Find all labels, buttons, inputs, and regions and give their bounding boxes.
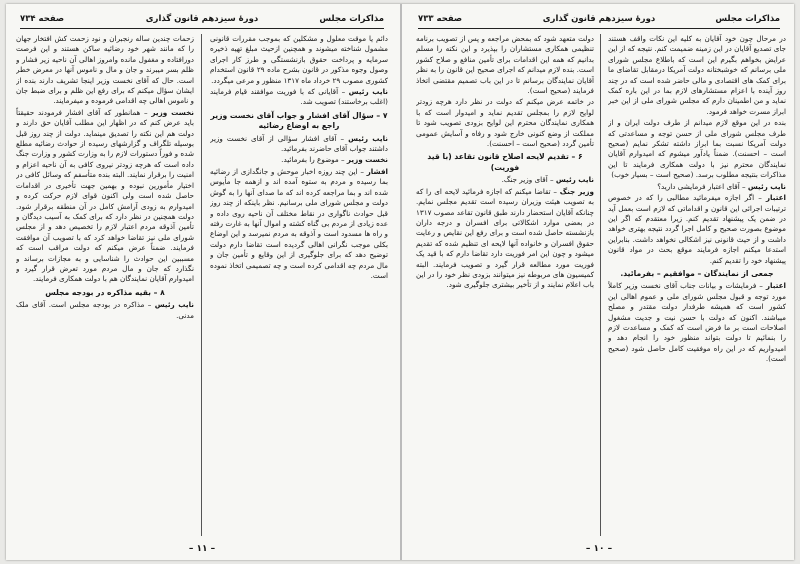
paragraph <box>416 175 594 185</box>
paragraph <box>210 134 388 155</box>
header-page-number: صفحه ۷۳۳ <box>418 14 463 24</box>
column-right <box>210 34 388 534</box>
column-right <box>608 34 786 534</box>
paragraph: زحمات چندین ساله رنجبران و نود زحمت کش افتخار جهان را که مانند شهر خود رضائیه ساکن هستند و این فرصت دورافتاده و مغفول مانده وامروز اهالی آن ناحیه زیر فشار و ظلم بسر میبرند و جان و مال و ناموس آنها در معرض خطر است. حال که آقای نخست وزیر اینجا تشریف دارند بنده از ایشان سؤال میکنم که برای رفع این ظلم و برای ضبط جان و ناموس اهالی چه اقدامی فرموده و میفرمایند. <box>16 34 194 106</box>
section-heading: ۷ – سؤال آقای افشار و جواب آقای نخست وزیر راجع به اوضاع رضائیه <box>210 110 388 131</box>
speaker-name: نایب رئیس <box>747 181 786 191</box>
column-divider <box>600 34 601 536</box>
speaker-name: نایب رئیس <box>154 300 194 310</box>
page-header <box>418 14 780 29</box>
book-gutter <box>400 4 402 560</box>
speaker-name: اعتبار <box>765 193 786 203</box>
speech-text: – آقایانی که با فوریت موافقند قیام فرمایند (اغلب برخاستند) تصویب شد. <box>210 87 388 107</box>
left-page <box>6 4 398 560</box>
header-page-number: صفحه ۷۳۴ <box>20 14 65 24</box>
speech-text: – آقای افشار سؤالی از آقای نخست وزیر داشتند جواب آقای حاضرند بفرمائید. <box>210 133 388 154</box>
speech-text: – تقاضا میکنم که اجازه فرمائید لایحه ای را که به تصویب هیئت وزیران رسیده است تقدیم مجلس نمایم. چنانکه آقایان استحضار دارند طبق قانون تقاعد مصوب ۱۳۱۷ در بعضی موارد اشکالاتی برای افسران و درجه داران بازنشسته حاصل شده است و برای رفع این نقایص و رعایت حقوق افسران و خانواده آنها لایحه ای تنظیم شده که تقدیم میشود و چون این امر فوریت دارد تقاضا دارم که با قید یک فوریت مورد مطالعه قرار گیرد و تصویب فرمایند. البته کمیسیون های مربوطه نیز میتوانند بزودی نظر خود را در این باب اعلام نمایند و از تأخیر بیشتری جلوگیری شود. <box>416 186 594 290</box>
paragraph <box>16 300 194 321</box>
paragraph <box>608 182 786 192</box>
header-journal: مذاکرات مجلس <box>319 14 384 24</box>
right-page <box>404 4 794 560</box>
page-footer-number: – ۱۰ – <box>585 544 613 554</box>
section-heading: ۶ – تقدیم لایحه اصلاح قانون تقاعد (با قید فوریت) <box>427 152 583 172</box>
column-left <box>416 34 594 534</box>
speech-text: – اگر اجازه میفرمائید مطالبی را که در خصوص ترتیبات اجرائی این قانون و اقداماتی که لازم است بعمل آید در ضمن یک پیشنهاد تقدیم کنم. زیرا معتقدم که اگر این موضوع بصورت صحیح و کامل اجرا گردد نتیجه بهتری خواهد داشت و از حیث قانونی نیز اشکالی نخواهد داشت. بنابراین استدعا میکنم اجازه فرمایند موقع بحث در مواد قانون پیشنهاد خود را تقدیم کنم. <box>608 193 786 265</box>
speech-text: – این چند روزه اخبار موحش و جانگدازی از رضائیه بما رسیده و مردم به ستوه آمده اند و ازهمه جا مأیوس شده اند و بما مراجعه کرده اند که ما صدای آنها را به گوش دولت و مجلس شورای ملی برسانیم. نظر باینکه از چند روز قبل حوادث ناگواری در نقاط مختلف آن ناحیه روی داده و عده زیادی از مردم بی گناه کشته و اموال آنها به غارت رفته و راه ها مسدود است و آذوقه به مردم نمیرسد و این اوضاع بکلی موجب نگرانی اهالی گردیده است تقاضا دارم دولت توضیح دهد که برای جلوگیری از این وقایع و تأمین جان و مال مردم چه اقدامی کرده است و چه تصمیمی اتخاذ نموده است. <box>210 166 388 280</box>
speaker-name: نایب رئیس <box>348 133 388 143</box>
paragraph <box>210 155 388 165</box>
section-heading: ۸ – بقیه مذاکره در بودجه مجلس <box>45 287 165 297</box>
paragraph <box>16 108 194 285</box>
paragraph: در مرحال چون خود آقایان به کلیه این نکات واقف هستند جای تصدیع آقایان در این زمینه ضمیمت کنم. نتیجه که از این عرایض بخواهم بگیرم این است که باطلاع مجلس شورای ملی برسانم که خوشبختانه دولت آمریکا درمقابل تقاضای ما برای کمک های اقتصادی و مالی حاضر شده است که در چند روز آینده با اعزام مستشارهای لازم بما در این باره کمک نماید و من اطمینان دارم که مجلس شورای ملی از این خبر ابراز مسرت خواهد فرمود. <box>608 34 786 116</box>
page-header <box>20 14 384 29</box>
speaker-name: نایب رئیس <box>348 87 388 97</box>
speech-text: – موضوع را بفرمائید. <box>281 155 347 165</box>
section-heading <box>608 269 786 279</box>
paragraph <box>416 187 594 291</box>
paragraph <box>608 193 786 266</box>
speaker-name: افشار <box>366 166 388 176</box>
paragraph <box>210 167 388 281</box>
heading-text: جمعی از نمایندگان <box>703 268 774 278</box>
paragraph <box>608 281 786 364</box>
header-title: دورهٔ سیزدهم قانون گذاری <box>145 14 259 24</box>
speech-text: – همانطور که آقای افشار فرمودند حقیقتاً باید عرض کنم که در اظهار این مطلب آقایان حق دارند و دولت هم این نکته را تصدیق مینماید. دولت از چند روز قبل بوسیله تلگراف و گزارشهای رسیده از حوادث رضائیه مطلع شده و فوراً دستورات لازم را به وزارت کشور و وزارت جنگ داده است که هرچه زودتر نیروی کافی به آن ناحیه اعزام و امنیت را برقرار نمایند. البته بنده متأسفم که وسائل کافی در اختیار مأمورین نبوده و بهمین جهت تأخیری در اقدامات حاصل شده است ولی اکنون قوای لازم حرکت کرده و امیدوارم به زودی آرامش کامل در آن منطقه برقرار شود. دولت همچنین در نظر دارد که برای کمک به آسیب دیدگان و تأمین آذوقه مردم اعتبار لازم را تخصیص دهد و از مجلس شورای ملی نیز تقاضا خواهد کرد که با تصویب آن موافقت فرمایند. ضمناً عرض میکنم که دولت مراقب است که مسببین این حوادث را شناسایی و به مجازات برساند و نگذارد که جان و مال مردم مورد تعرض قرار گیرد و امیدوارم آقایان نمایندگان هم با دولت همکاری فرمایند. <box>16 107 194 284</box>
header-title: دورهٔ سیزدهم قانون گذاری <box>542 14 656 24</box>
speech-text: – مذاکره در بودجه مجلس است. آقای ملک مدنی. <box>16 300 194 320</box>
speaker-name: اعتبار <box>765 281 786 291</box>
speaker-name: نایب رئیس <box>555 175 594 185</box>
column-left <box>16 34 194 534</box>
document-spread <box>6 4 794 560</box>
speaker-name: وزیر جنگ <box>559 186 594 196</box>
speaker-name: نخست وزیر <box>151 107 194 117</box>
paragraph: در خاتمه عرض میکنم که دولت در نظر دارد هرچه زودتر لوایح لازم را بمجلس تقدیم نماید و امیدوار است که با همکاری نمایندگان محترم این لوایح بزودی تصویب شود تا مملکت از وضع کنونی خارج شود و رفاه و آسایش عمومی تأمین گردد (صحیح است – احسنت). <box>416 97 594 149</box>
paragraph: دولت متعهد شود که بمحض مراجعه و پس از تصویب برنامه تنظیمی همکاری مستشاران را بپذیرد و این نکته را مسلم بدانیم که همه این اقدامات برای تأمین منافع و صلاح کشور است. بنده لازم میدانم که اجرای صحیح این قانون را به نظر آقایان نمایندگان برسانم تا در این باب تصمیم مقتضی اتخاذ فرمایند (صحیح است). <box>416 34 594 96</box>
speaker-name: نخست وزیر <box>346 155 388 165</box>
speech-text: – آقای وزیر جنگ. <box>501 175 556 185</box>
paragraph <box>210 87 388 108</box>
speech-text: – فرمایشات و بیانات جناب آقای نخست وزیر کاملاً مورد توجه و قبول مجلس شورای ملی و عموم اهالی این کشور است که همیشه طرفدار دولت مقتدر و مصلح میباشند. اکنون که دولت با حسن نیت و جدیت مشغول اصلاحات است بر ما فرض است که کمک و مساعدت لازم را بنمائیم تا دولت بتواند منظور خود را انجام دهد و امیدواریم که در این راه موفقیت کامل حاصل شود (صحیح است). <box>608 281 786 364</box>
heading-tail: – موافقیم – بفرمائید. <box>620 268 704 278</box>
column-divider <box>201 34 202 536</box>
paragraph: دائم یا موقت معلول و مشکلین که بموجب مقررات قانونی مشمول شناخته میشوند و همچنین ازحیث مبلغ تهیه ذخیره سرمایه و پرداخت حقوق بازنشستگی و طرز کار اجرای وصول وجوه مذکور در قانون بشرح ماده ۲۹ قانون استخدام کشوری مصوب ۲۹ خرداد ماه ۱۳۱۷ منظور و مرعی میگردد. <box>210 34 388 85</box>
page-footer-number: – ۱۱ – <box>188 544 216 554</box>
header-journal: مذاکرات مجلس <box>715 14 780 24</box>
paragraph: بنده در این موقع لازم میدانم از طرف دولت ایران و از طرف مجلس شورای ملی از حسن توجه و مساعدتی که دولت آمریکا نسبت بما ابراز داشته تشکر نمایم (صحیح است – احسنت). ضمناً یادآور میشوم که امیدوارم آقایان نمایندگان محترم نیز با دولت همکاری فرمایند تا این مذاکرات بنتیجه مطلوب برسد. (صحیح است – بسیار خوب) <box>608 118 786 180</box>
speech-text: – آقای اعتبار فرمایشی دارید؟ <box>657 181 748 191</box>
